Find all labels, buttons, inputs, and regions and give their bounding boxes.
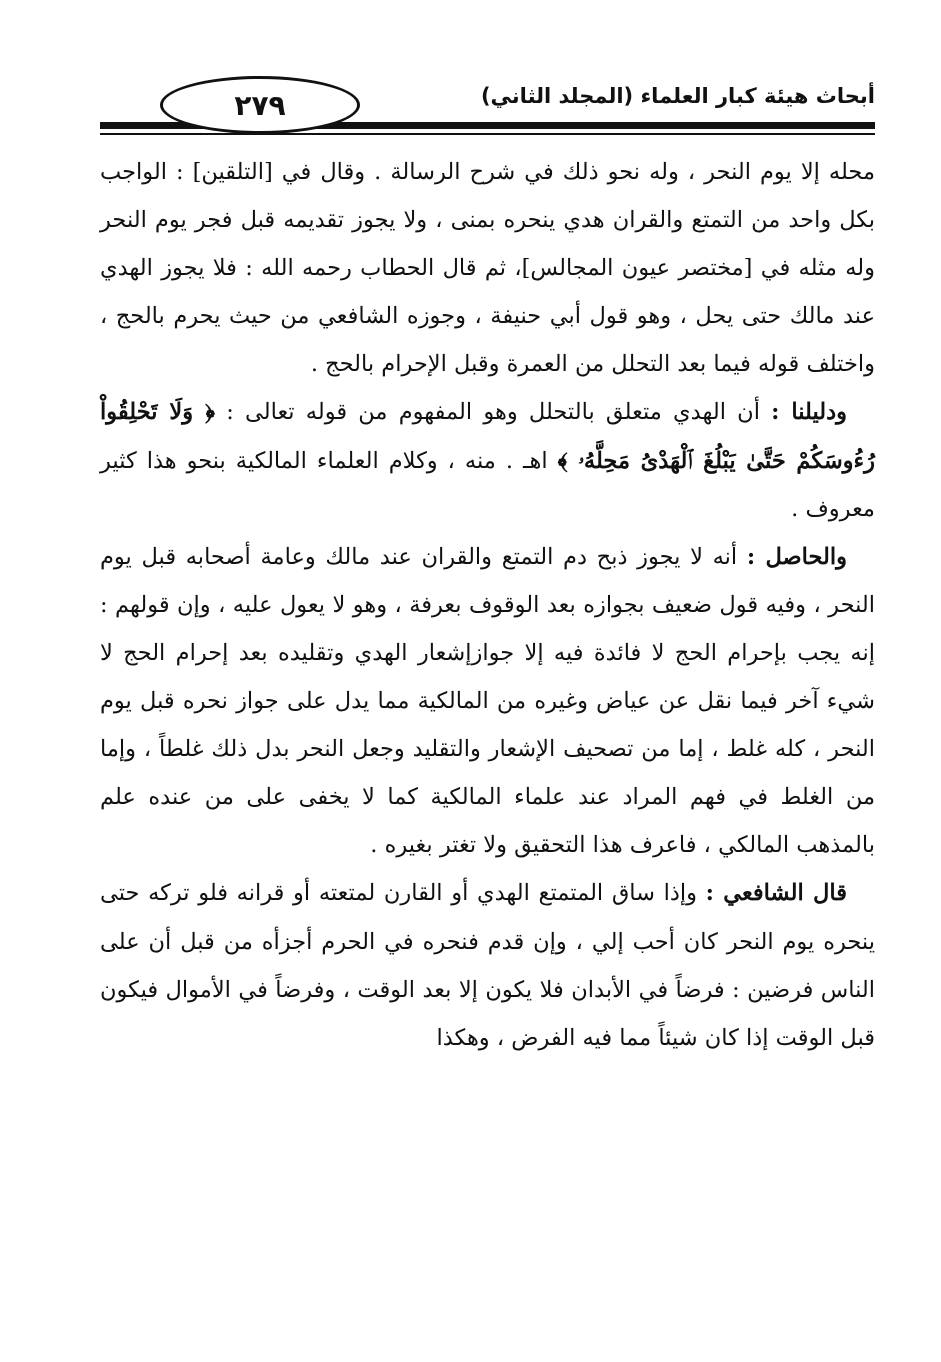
page-number-oval — [160, 76, 360, 134]
paragraph-4 — [100, 869, 875, 1061]
quran-verse: ﴿ وَلَا تَحْلِقُواْ رُءُوسَكُمْ حَتَّىٰ يَبْلُغَ ٱلْهَدْىُ مَحِلَّهُۥ ﴾ — [100, 399, 875, 474]
paragraph-3-text: أنه لا يجوز ذبح دم التمتع والقران عند مالك وعامة أصحابه قبل يوم النحر ، وفيه قول ضعيف بجوازه بعد الوقوف بعرفة ، وهو لا يعول عليه ، وإن قولهم : إنه يجب بإحرام الحج لا فائدة فيه إلا جوازإشعار الهدي وتقليده بعد إحرام الحج لا شيء آخر فيما نقل عن عياض وغيره من المالكية مما يدل على جواز نحره قبل يوم النحر ، كله غلط ، إما من تصحيف الإشعار والتقليد وجعل النحر بدل ذلك غلطاً ، وإما من الغلط في فهم المراد عند علماء المالكية كما لا يخفى على من عنده علم بالمذهب المالكي ، فاعرف هذا التحقيق ولا تغتر بغيره . — [100, 543, 875, 859]
paragraph-2-lead: ودليلنا : — [771, 399, 848, 426]
paragraph-2-text-a: أن الهدي متعلق بالتحلل وهو المفهوم من قوله تعالى : — [214, 399, 772, 426]
paragraph-2-text-b: اهـ . منه ، وكلام العلماء المالكية بنحو هذا كثير معروف . — [100, 447, 875, 522]
body-text — [100, 148, 875, 1062]
paragraph-4-lead: قال الشافعي : — [705, 880, 847, 907]
header-rule-thin — [100, 133, 875, 135]
paragraph-4-text: وإذا ساق المتمتع الهدي أو القارن لمتعته أو قرانه فلو تركه حتى ينحره يوم النحر كان أحب إلي ، وإن قدم فنحره في الحرم أجزأه من قبل أن على الناس فرضين : فرضاً في الأبدان فلا يكون إلا بعد الوقت ، وفرضاً في الأموال فيكون قبل الوقت إذا كان شيئاً مما فيه الفرض ، وهكذا — [100, 880, 875, 1051]
page-number: ٢٧٩ — [234, 88, 286, 122]
paragraph-1: محله إلا يوم النحر ، وله نحو ذلك في شرح الرسالة . وقال في [التلقين] : الواجب بكل واحد من التمتع والقران هدي ينحره بمنى ، ولا يجوز تقديمه قبل فجر يوم النحر وله مثله في [مختصر عيون المجالس]، ثم قال الحطاب رحمه الله : فلا يجوز الهدي عند مالك حتى يحل ، وهو قول أبي حنيفة ، وجوزه الشافعي من حيث يحرم بالحج ، واختلف قوله فيما بعد التحلل من العمرة وقبل الإحرام بالحج . — [100, 159, 875, 378]
paragraph-3-lead: والحاصل : — [746, 543, 847, 570]
running-head: أبحاث هيئة كبار العلماء (المجلد الثاني) — [480, 84, 875, 108]
paragraph-2 — [100, 388, 875, 532]
paragraph-3 — [100, 533, 875, 870]
page-header — [100, 70, 875, 140]
